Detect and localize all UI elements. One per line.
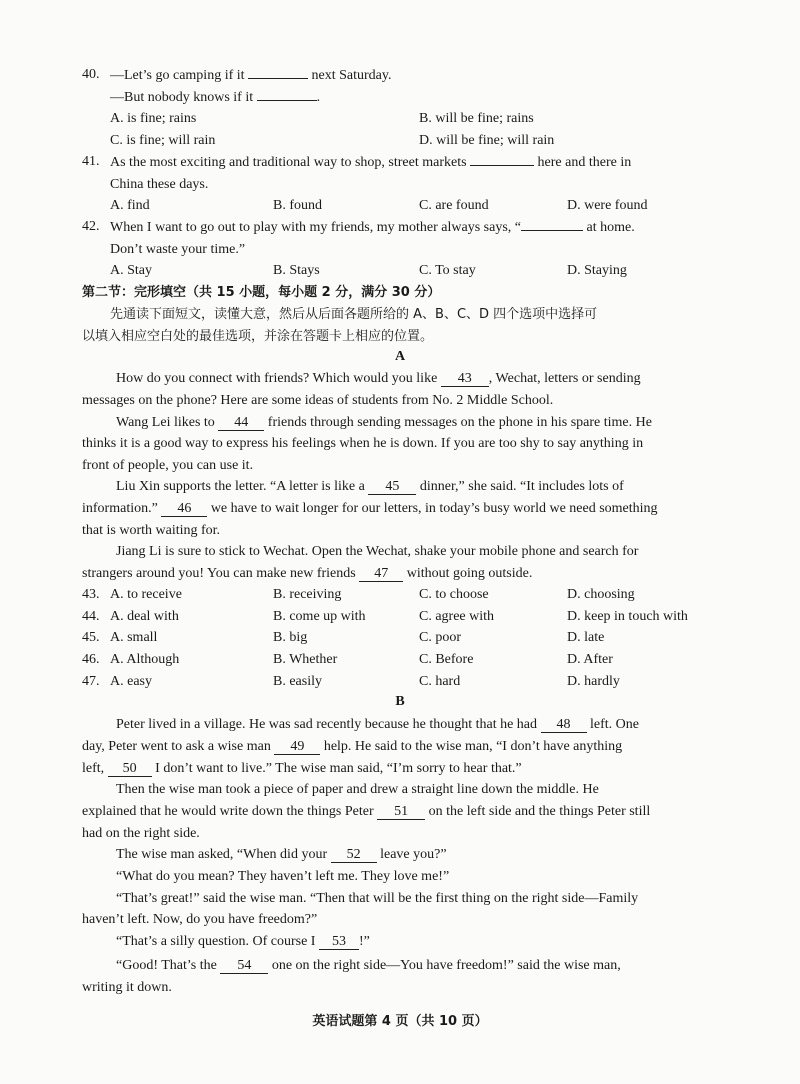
question-text-part: here and there in: [537, 155, 632, 170]
passage-text: information.”: [82, 501, 158, 516]
option-a: A. is fine; rains: [110, 111, 197, 126]
option-d: D. late: [567, 630, 605, 645]
cloze-blank-46: 46: [161, 501, 207, 517]
passage-line: [82, 803, 650, 821]
option-a: A. small: [110, 630, 158, 645]
passage-text: dinner,” she said. “It includes lots of: [419, 479, 624, 494]
passage-line: thinks it is a good way to express his feelings when he is down. If you are too shy to say anything in: [82, 436, 644, 451]
cloze-blank-54: 54: [220, 958, 268, 974]
option-d: D. were found: [567, 198, 648, 213]
cloze-blank-51: 51: [377, 804, 425, 820]
cloze-blank-45: 45: [368, 479, 416, 495]
option-c: C. is fine; will rain: [110, 133, 216, 148]
passage-line: [116, 716, 639, 734]
passage-text: Wang Lei likes to: [116, 415, 215, 430]
passage-line: front of people, you can use it.: [82, 458, 254, 473]
option-c: C. Before: [419, 652, 474, 667]
option-a: A. to receive: [110, 587, 182, 602]
passage-text: “Good! That’s the: [116, 958, 217, 973]
passage-line: [116, 846, 447, 864]
passage-text: without going outside.: [406, 566, 533, 581]
passage-label: A: [394, 349, 406, 364]
passage-line: had on the right side.: [82, 826, 200, 841]
passage-text: “That’s a silly question. Of course I: [116, 934, 316, 949]
answer-blank: [521, 230, 583, 231]
question-text: China these days.: [110, 177, 209, 192]
passage-text: Liu Xin supports the letter. “A letter is like a: [116, 479, 365, 494]
passage-line: writing it down.: [82, 980, 172, 995]
passage-line: [82, 565, 532, 583]
choice-number: 45.: [82, 630, 100, 645]
option-b: B. Stays: [273, 263, 320, 278]
passage-text: , Wechat, letters or sending: [488, 371, 641, 386]
passage-line: [116, 370, 641, 388]
option-d: D. hardly: [567, 674, 620, 689]
option-a: A. find: [110, 198, 150, 213]
page-footer: 英语试题第 4 页（共 10 页）: [312, 1014, 488, 1029]
option-d: D. will be fine; will rain: [419, 133, 555, 148]
option-b: B. Whether: [273, 652, 338, 667]
option-b: B. come up with: [273, 609, 366, 624]
option-a: A. Stay: [110, 263, 152, 278]
question-text: [110, 219, 635, 237]
option-b: B. big: [273, 630, 308, 645]
cloze-blank-44: 44: [218, 415, 264, 431]
passage-line: “What do you mean? They haven’t left me. They love me!”: [116, 869, 450, 884]
passage-text: left. One: [590, 717, 640, 732]
passage-line: Then the wise man took a piece of paper and drew a straight line down the middle. He: [116, 782, 599, 797]
question-text-part: at home.: [586, 220, 635, 235]
passage-line: [82, 738, 622, 756]
passage-line: [116, 478, 624, 496]
question-text: [110, 154, 631, 172]
passage-line: that is worth waiting for.: [82, 523, 221, 538]
passage-text: explained that he would write down the things Peter: [82, 804, 374, 819]
passage-text: on the left side and the things Peter still: [428, 804, 651, 819]
question-text-part: next Saturday.: [311, 68, 392, 83]
option-d: D. After: [567, 652, 613, 667]
choice-number: 47.: [82, 674, 100, 689]
passage-text: The wise man asked, “When did your: [116, 847, 328, 862]
passage-label: B: [395, 694, 405, 709]
passage-text: strangers around you! You can make new friends: [82, 566, 356, 581]
question-text-part: When I want to go out to play with my friends, my mother always says, “: [110, 220, 521, 235]
section-instruction: 先通读下面短文，读懂大意，然后从后面各题所给的 A、B、C、D 四个选项中选择可: [110, 307, 598, 322]
passage-line: haven’t left. Now, do you have freedom?”: [82, 912, 318, 927]
option-d: D. choosing: [567, 587, 635, 602]
choice-number: 43.: [82, 587, 100, 602]
question-text-part: —Let’s go camping if it: [110, 68, 245, 83]
passage-line: “That’s great!” said the wise man. “Then that will be the first thing on the right side—Family: [116, 891, 639, 906]
option-d: D. Staying: [567, 263, 627, 278]
passage-line: Jiang Li is sure to stick to Wechat. Open the Wechat, shake your mobile phone and search for: [116, 544, 639, 559]
question-number: 41.: [82, 154, 100, 169]
passage-text: Peter lived in a village. He was sad recently because he thought that he had: [116, 717, 538, 732]
option-b: B. found: [273, 198, 322, 213]
option-c: C. To stay: [419, 263, 476, 278]
section-heading: 第二节：完形填空（共 15 小题，每小题 2 分，满分 30 分）: [82, 285, 441, 300]
option-a: A. Although: [110, 652, 180, 667]
cloze-blank-47: 47: [359, 566, 403, 582]
option-a: A. easy: [110, 674, 152, 689]
passage-text: left,: [82, 761, 105, 776]
cloze-blank-49: 49: [274, 739, 320, 755]
cloze-blank-48: 48: [541, 717, 587, 733]
choice-number: 44.: [82, 609, 100, 624]
passage-text: friends through sending messages on the phone in his spare time. He: [267, 415, 652, 430]
choice-number: 46.: [82, 652, 100, 667]
question-text: Don’t waste your time.”: [110, 242, 246, 257]
option-c: C. poor: [419, 630, 461, 645]
passage-line: [116, 957, 621, 975]
passage-text: How do you connect with friends? Which would you like: [116, 371, 438, 386]
option-d: D. keep in touch with: [567, 609, 688, 624]
passage-text: day, Peter went to ask a wise man: [82, 739, 271, 754]
option-c: C. hard: [419, 674, 461, 689]
passage-text: I don’t want to live.” The wise man said, “I’m sorry to hear that.”: [155, 761, 522, 776]
question-text-part: As the most exciting and traditional way to shop, street markets: [110, 155, 467, 170]
passage-text: one on the right side—You have freedom!” said the wise man,: [271, 958, 621, 973]
question-text: [110, 89, 320, 107]
option-c: C. are found: [419, 198, 489, 213]
answer-blank: [248, 78, 308, 79]
answer-blank: [470, 165, 534, 166]
passage-line: [116, 414, 652, 432]
question-number: 40.: [82, 67, 100, 82]
question-text-part: .: [316, 90, 321, 105]
passage-line: [82, 760, 522, 778]
passage-line: [116, 933, 370, 951]
passage-text: leave you?”: [380, 847, 447, 862]
answer-blank: [257, 100, 317, 101]
option-c: C. agree with: [419, 609, 495, 624]
cloze-blank-50: 50: [108, 761, 152, 777]
cloze-blank-43: 43: [441, 371, 489, 387]
question-text: [110, 67, 392, 85]
passage-text: !”: [358, 934, 370, 949]
question-text-part: —But nobody knows if it: [110, 90, 254, 105]
option-b: B. receiving: [273, 587, 342, 602]
cloze-blank-53: 53: [319, 934, 359, 950]
option-c: C. to choose: [419, 587, 489, 602]
cloze-blank-52: 52: [331, 847, 377, 863]
option-b: B. easily: [273, 674, 322, 689]
option-b: B. will be fine; rains: [419, 111, 534, 126]
question-number: 42.: [82, 219, 100, 234]
passage-text: help. He said to the wise man, “I don’t have anything: [323, 739, 623, 754]
passage-line: [82, 500, 658, 518]
passage-line: messages on the phone? Here are some ideas of students from No. 2 Middle School.: [82, 393, 554, 408]
option-a: A. deal with: [110, 609, 179, 624]
section-instruction: 以填入相应空白处的最佳选项，并涂在答题卡上相应的位置。: [82, 329, 434, 344]
passage-text: we have to wait longer for our letters, in today’s busy world we need something: [210, 501, 658, 516]
